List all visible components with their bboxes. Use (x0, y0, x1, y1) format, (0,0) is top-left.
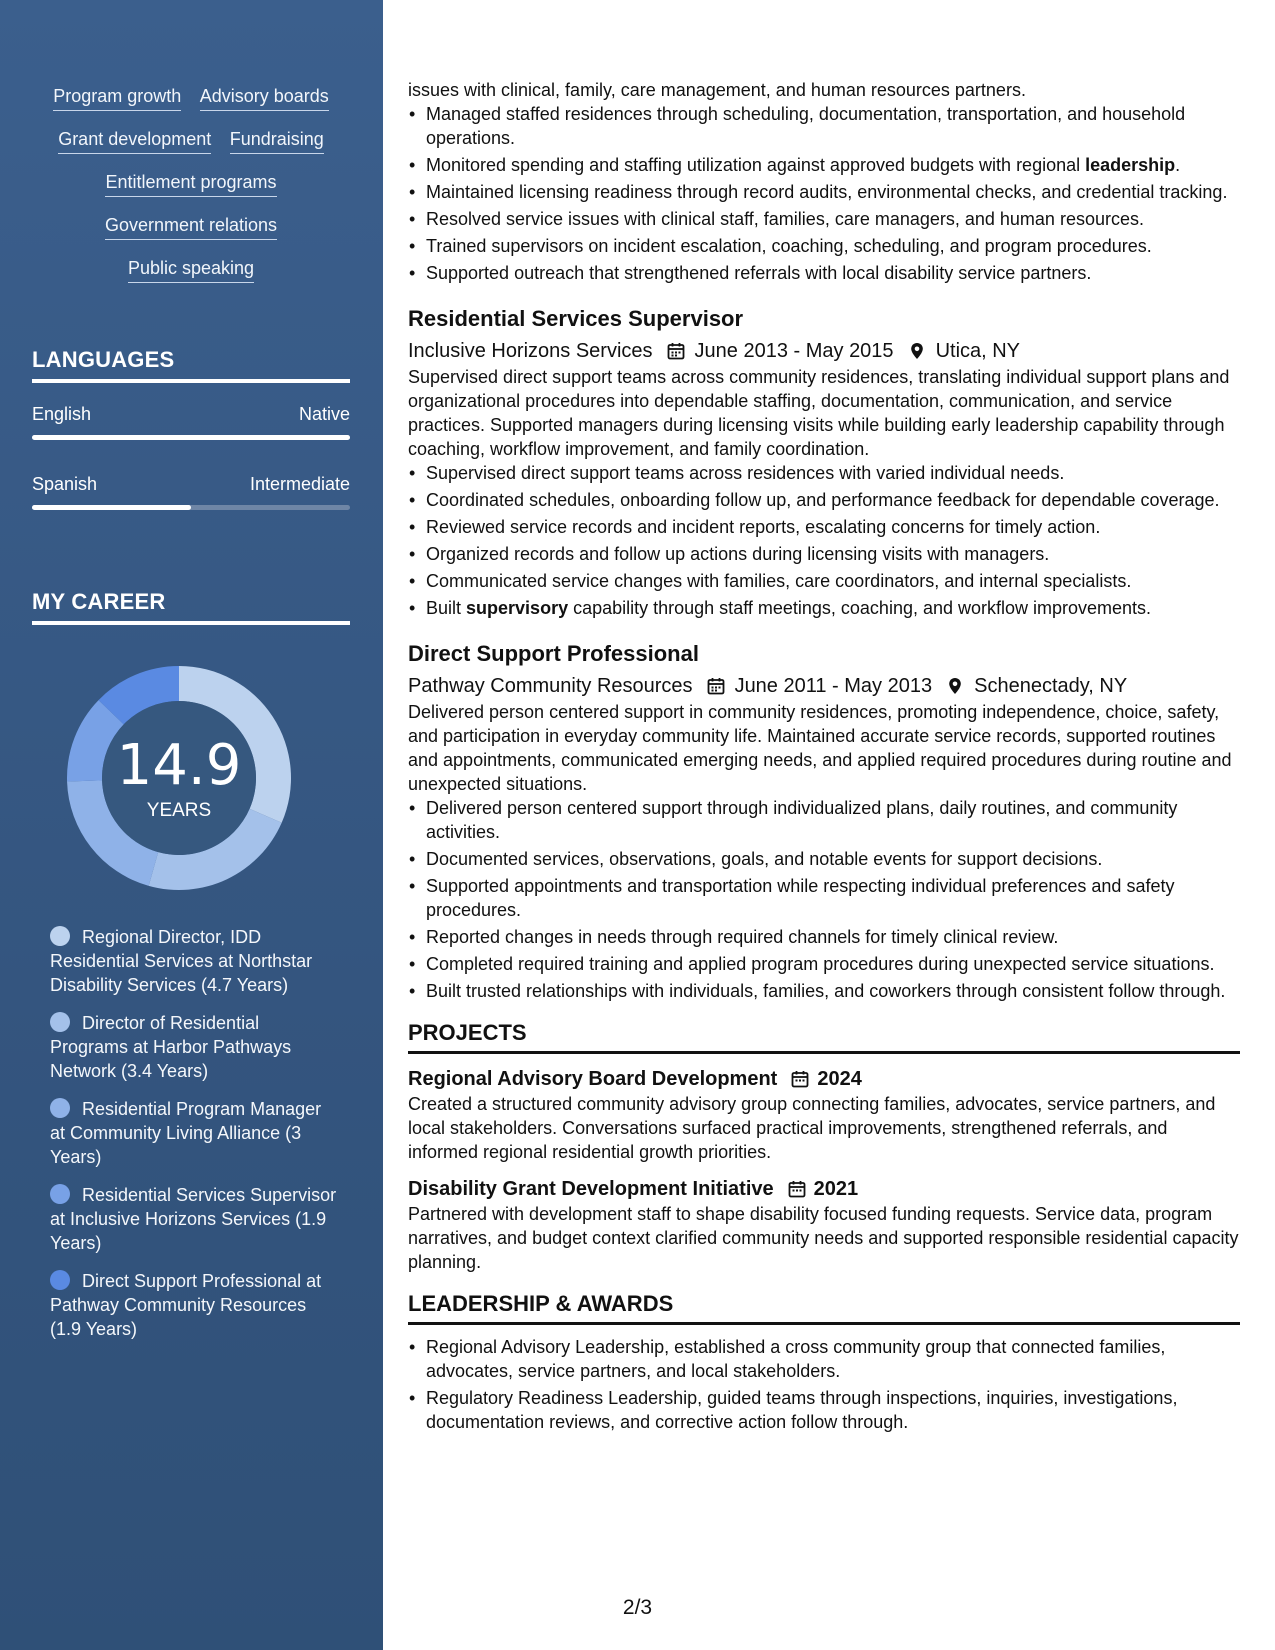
skills-list (32, 86, 350, 301)
language-bar-fill (32, 435, 350, 440)
job-location: Utica, NY (935, 340, 1021, 362)
awards-heading: LEADERSHIP & AWARDS (408, 1292, 1240, 1325)
languages-heading: LANGUAGES (32, 347, 350, 383)
project-title: Regional Advisory Board Development (408, 1068, 778, 1090)
language-name: English (32, 404, 92, 424)
job-meta (408, 672, 1240, 700)
location-pin-icon (908, 342, 926, 360)
bullet-item: • Reviewed service records and incident reports, escalating concerns for timely action. (426, 515, 1240, 539)
location-pin-icon (946, 677, 964, 695)
job-company: Pathway Community Resources (408, 675, 693, 697)
bullet-item (426, 596, 1240, 620)
bullet-item: • Completed required training and applied program procedures during unexpected service situations. (426, 952, 1240, 976)
bullet-item: • Built trusted relationships with individuals, families, and coworkers through consistent follow through. (426, 979, 1240, 1003)
calendar-icon (707, 677, 725, 695)
language-bar-fill (32, 505, 191, 510)
calendar-icon (667, 342, 685, 360)
career-total-unit: YEARS (146, 800, 212, 821)
legend-dot (50, 1270, 70, 1290)
skill-row (32, 129, 350, 154)
language-level: Native (298, 404, 350, 424)
bullet-item: • Resolved service issues with clinical staff, families, care managers, and human resources. (426, 207, 1240, 231)
career-legend (50, 925, 340, 1355)
career-heading: MY CAREER (32, 589, 350, 625)
career-legend-text: Direct Support Professional at Pathway Community Resources (1.9 Years) (50, 1271, 322, 1339)
awards-list (408, 1335, 1240, 1434)
bullet-item: • Organized records and follow up actions during licensing visits with managers. (426, 542, 1240, 566)
bullet-item: • Communicated service changes with families, care coordinators, and internal specialists. (426, 569, 1240, 593)
bullet-bold: leadership (1085, 155, 1176, 175)
bullet-item: • Maintained licensing readiness through record audits, environmental checks, and credential tracking. (426, 180, 1240, 204)
job-title: Direct Support Professional (408, 641, 699, 666)
skill-tag: Fundraising (230, 129, 324, 154)
career-legend-item (50, 925, 340, 997)
bullet-item: • Coordinated schedules, onboarding follow up, and performance feedback for dependable coverage. (426, 488, 1240, 512)
skill-row (32, 258, 350, 283)
career-legend-item (50, 1011, 340, 1083)
career-legend-item (50, 1183, 340, 1255)
career-legend-text: Regional Director, IDD Residential Services at Northstar Disability Services (4.7 Years) (50, 927, 313, 995)
job-description: Delivered person centered support in community residences, promoting independence, choice, safety, and participation in everyday community life. Maintained accurate service records, supported routines and appointments, communicated emerging needs, and applied required procedures during routine and unexpected situations. (408, 702, 1232, 794)
calendar-icon (788, 1180, 806, 1198)
job-description: Supervised direct support teams across community residences, translating individual support plans and organizational procedures into dependable staffing, documentation, communication, and service practices. Supported managers during licensing visits while building early leadership capability through coaching, workflow improvement, and family coordination. (408, 367, 1230, 459)
job-location: Schenectady, NY (974, 675, 1128, 697)
bullet-item: • Trained supervisors on incident escalation, coaching, scheduling, and program procedures. (426, 234, 1240, 258)
bullet-item: • Supported outreach that strengthened referrals with local disability service partners. (426, 261, 1240, 285)
bullet-item: • Delivered person centered support through individualized plans, daily routines, and community activities. (426, 796, 1240, 844)
legend-dot (50, 1184, 70, 1204)
language-english (32, 404, 350, 440)
bullet-item (426, 153, 1240, 177)
bullet-text: Monitored spending and staffing utilization against approved budgets with regional (426, 155, 1086, 175)
bullet-item: • Managed staffed residences through scheduling, documentation, transportation, and household operations. (426, 102, 1240, 150)
calendar-icon (791, 1070, 809, 1088)
legend-dot (50, 926, 70, 946)
skill-tag: Grant development (58, 129, 211, 154)
job-dates: June 2013 - May 2015 (694, 340, 894, 362)
language-bar (32, 505, 350, 510)
bullet-item: • Supported appointments and transportation while respecting individual preferences and safety procedures. (426, 874, 1240, 922)
job-title: Residential Services Supervisor (408, 306, 744, 331)
bullet-bold: supervisory (466, 598, 569, 618)
job-company: Inclusive Horizons Services (408, 340, 653, 362)
job-dates: June 2011 - May 2013 (734, 675, 933, 697)
career-total-years: 14.9 (116, 733, 242, 798)
job-bullets (408, 796, 1240, 1003)
skill-row (32, 86, 350, 111)
continued-bullet-text: issues with clinical, family, care management, and human resources partners. (408, 80, 1026, 100)
skill-tag: Government relations (105, 215, 277, 240)
project-title-row (408, 1066, 1240, 1092)
award-item: • Regional Advisory Leadership, established a cross community group that connected families, advocates, service partners, and local stakeholders. (426, 1335, 1240, 1383)
skill-row (32, 215, 350, 240)
skill-tag: Program growth (53, 86, 181, 111)
legend-dot (50, 1098, 70, 1118)
project-year: 2024 (817, 1068, 862, 1090)
bullet-text: Built (426, 598, 467, 618)
skill-row (32, 172, 350, 197)
career-legend-item (50, 1097, 340, 1169)
language-name: Spanish (32, 474, 98, 494)
project-description: Created a structured community advisory group connecting families, advocates, service partners, and local stakeholders. Conversations surfaced practical improvements, strengthened referrals, and informed regional residential growth priorities. (408, 1094, 1216, 1162)
bullet-text: capability through staff meetings, coaching, and workflow improvements. (568, 598, 1152, 618)
career-legend-text: Residential Program Manager at Community Living Alliance (3 Years) (50, 1099, 322, 1167)
award-item: • Regulatory Readiness Leadership, guided teams through inspections, inquiries, investigations, documentation reviews, and corrective action follow through. (426, 1386, 1240, 1434)
projects-heading: PROJECTS (408, 1021, 1240, 1054)
skill-tag: Public speaking (128, 258, 254, 283)
career-legend-text: Director of Residential Programs at Harbor Pathways Network (3.4 Years) (50, 1013, 292, 1081)
project-title-row (408, 1176, 1240, 1202)
job-meta (408, 337, 1240, 365)
language-spanish (32, 474, 350, 510)
bullet-item: • Reported changes in needs through required channels for timely clinical review. (426, 925, 1240, 949)
skill-tag: Entitlement programs (105, 172, 276, 197)
project-title: Disability Grant Development Initiative (408, 1178, 774, 1200)
language-bar (32, 435, 350, 440)
bullet-item: • Supervised direct support teams across residences with varied individual needs. (426, 461, 1240, 485)
job-bullets (408, 461, 1240, 620)
page-number: 2/3 (622, 1596, 653, 1619)
bullet-period: . (1175, 155, 1181, 175)
project-description: Partnered with development staff to shape disability focused funding requests. Service data, program narratives, and budget context clarified community needs and supported responsible residential capacity planning. (408, 1204, 1239, 1272)
language-level: Intermediate (249, 474, 350, 494)
main-content (408, 78, 1240, 1437)
sidebar (0, 0, 383, 1650)
skill-tag: Advisory boards (200, 86, 329, 111)
career-legend-text: Residential Services Supervisor at Inclusive Horizons Services (1.9 Years) (50, 1185, 337, 1253)
continued-bullets (408, 102, 1240, 285)
project-year: 2021 (813, 1178, 859, 1200)
career-legend-item (50, 1269, 340, 1341)
bullet-item: • Documented services, observations, goals, and notable events for support decisions. (426, 847, 1240, 871)
legend-dot (50, 1012, 70, 1032)
